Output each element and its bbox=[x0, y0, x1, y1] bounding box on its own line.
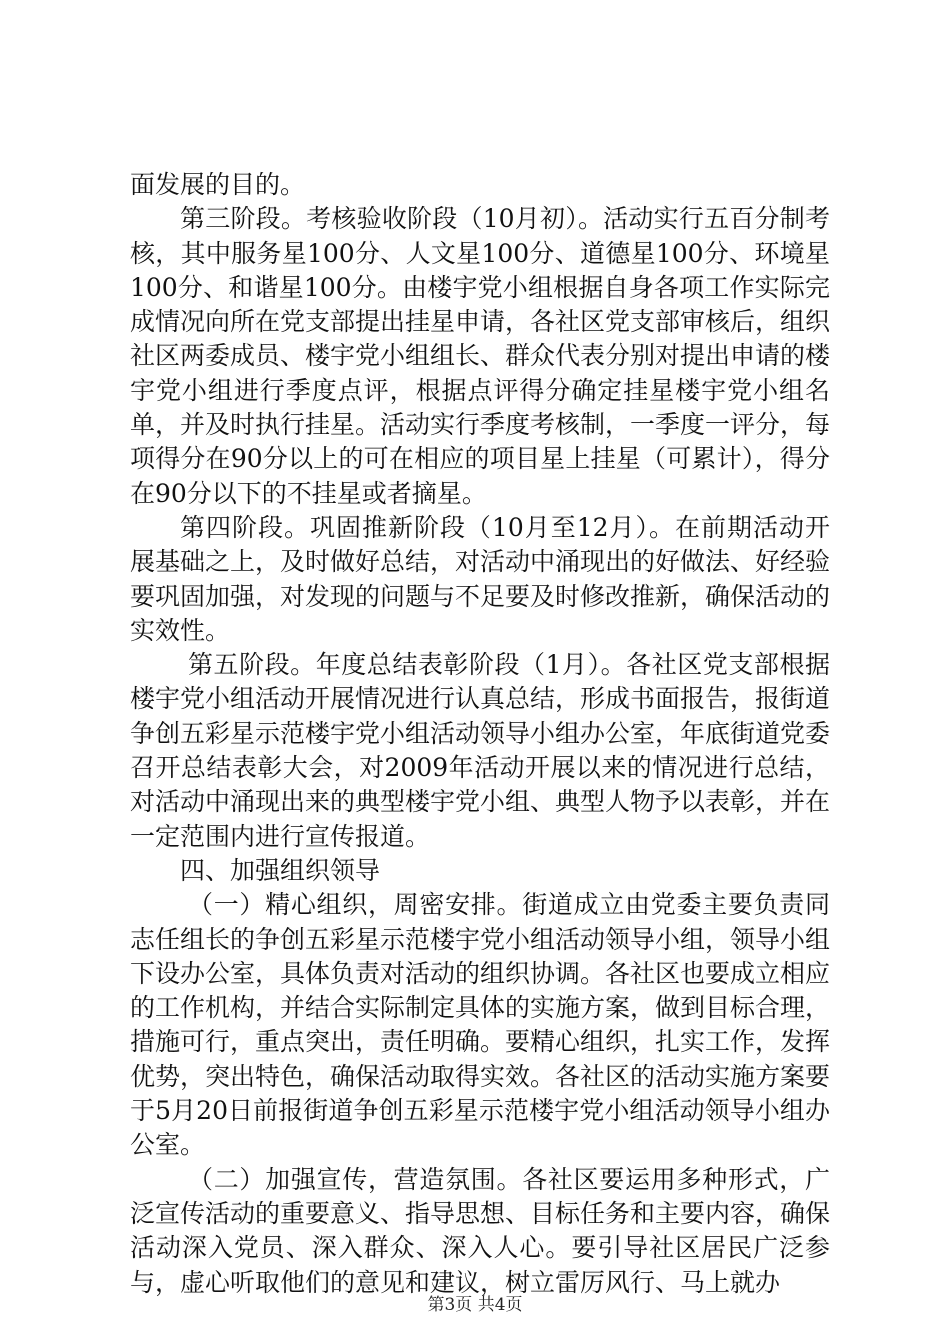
document-body bbox=[130, 168, 830, 1300]
paragraph-organize: （一）精心组织，周密安排。街道成立由党委主要负责同志任组长的争创五彩星示范楼宇党小组活动领导小组，领导小组下设办公室，具体负责对活动的组织协调。各社区也要成立相应的工作机构，并结合实际制定具体的实施方案，做到目标合理，措施可行，重点突出，责任明确。要精心组织，扎实工作，发挥优势，突出特色，确保活动取得实效。各社区的活动实施方案要于5月20日前报街道争创五彩星示范楼宇党小组活动领导小组办公室。 bbox=[130, 890, 831, 1160]
paragraph-continuation: 面发展的目的。 bbox=[130, 170, 306, 199]
section-heading-organization: 四、加强组织领导 bbox=[180, 855, 381, 885]
paragraph-stage-five: 第五阶段。年度总结表彰阶段（1月）。各社区党支部根据楼宇党小组活动开展情况进行认真总结，形成书面报告，报街道争创五彩星示范楼宇党小组活动领导小组办公室，年底街道党委召开总结表彰大会，对2009年活动开展以来的情况进行总结，对活动中涌现出来的典型楼宇党小组、典型人物予以表彰，并在一定范围内进行宣传报道。 bbox=[130, 650, 831, 851]
paragraph-stage-four: 第四阶段。巩固推新阶段（10月至12月）。在前期活动开展基础之上，及时做好总结，对活动中涌现出的好做法、好经验要巩固加强，对发现的问题与不足要及时修改推新，确保活动的实效性。 bbox=[130, 512, 831, 645]
page-number: 第3页 共4页 bbox=[427, 1295, 523, 1315]
page-footer bbox=[0, 1290, 950, 1315]
paragraph-publicity: （二）加强宣传，营造氛围。各社区要运用多种形式，广泛宣传活动的重要意义、指导思想、目标任务和主要内容，确保活动深入党员、深入群众、深入人心。要引导社区居民广泛参与，虚心听取他们的意见和建议，树立雷厉风行、马上就办 bbox=[130, 1164, 831, 1297]
paragraph-stage-three: 第三阶段。考核验收阶段（10月初）。活动实行五百分制考核，其中服务星100分、人文星100分、道德星100分、环境星100分、和谐星100分。由楼宇党小组根据自身各项工作实际完成情况向所在党支部提出挂星申请，各社区党支部审核后，组织社区两委成员、楼宇党小组组长、群众代表分别对提出申请的楼宇党小组进行季度点评，根据点评得分确定挂星楼宇党小组名单，并及时执行挂星。活动实行季度考核制，一季度一评分，每项得分在90分以上的可在相应的项目星上挂星（可累计），得分在90分以下的不挂星或者摘星。 bbox=[130, 204, 831, 508]
